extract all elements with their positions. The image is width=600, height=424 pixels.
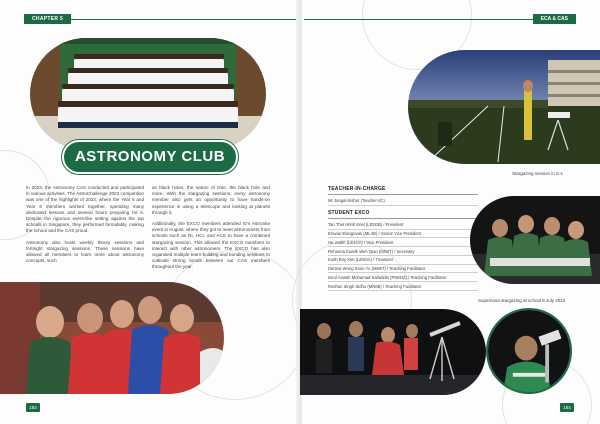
session-photo <box>470 196 600 284</box>
page-number-right: 184 <box>560 403 574 412</box>
chapter-tab: CHAPTER 5 <box>24 14 71 24</box>
students-photo <box>0 282 224 394</box>
telescope-viewer-photo <box>486 308 572 394</box>
stargazing-photo <box>408 50 600 164</box>
body-column-2 <box>152 185 270 276</box>
page-number-left: 183 <box>26 403 40 412</box>
photo-caption: Supernova stargazing at school 5 July 2023 <box>478 298 566 303</box>
exco-heading: STUDENT EXCO <box>328 210 478 219</box>
exco-list <box>328 186 478 291</box>
group-photo <box>30 38 266 150</box>
exco-row: He Justin (LE4OA) / Vice President <box>328 238 478 247</box>
teacher-heading: TEACHER-IN-CHARGE <box>328 186 478 195</box>
header-rule <box>70 19 296 20</box>
teacher-row: Mr Jangal Kishor (Teacher I/C) <box>328 197 478 206</box>
exco-row: Darrius Wong Soon Yu (MN6T) / Teaching Facilitator <box>328 265 478 274</box>
body-paragraph: In 2023, the Astronomy CAS conducted and participated in various activities. The AstroChallenge 2023 competition was one of the highlights of 2023, where the Year 5 and Year 6 members worked together, spending many dedicated lessons and several hours preparing for it. Despite the rigorous event-like setting against the top schools in Singapore, they performed formidably, making the school and the CAS proud. <box>26 185 144 234</box>
body-column-1 <box>26 185 144 269</box>
exco-row: Eravan Elangovan (ML4D) / Senior Vice President <box>328 230 478 239</box>
header-rule <box>304 19 534 20</box>
exco-row: Roshan Singh Sidhu (MN6B) / Teaching Facilitator <box>328 282 478 291</box>
exco-row: Isirul Anwah Mohamad Saifuddin (PN6OZ) / Teaching Facilitator <box>328 273 478 282</box>
body-paragraph: as black holes, the nature of time, the black hole and more. With the stargazing sessions, every astronomy member also gets an opportunity to have hands-on experience in using a telescope and looking at planets through it. <box>152 185 270 215</box>
telescope-photo <box>300 309 486 395</box>
exco-row: Kush Roy Kim (LE5OA) / Treasurer <box>328 256 478 265</box>
section-tab: ECA & CAS <box>533 14 576 24</box>
body-paragraph: Additionally, the EXCO members attended IS's Astronite event in August, where they got to meet astronomers from schools such as RI, HCI, and ACS to have a combined stargazing session. This allowed the EXCO members to interact with other astronomers. The EXCO has also organised multiple team-building and bonding sessions to cultivate strong bonds between our CAS members throughout the year. <box>152 221 270 270</box>
page-title: ASTRONOMY CLUB <box>62 140 238 174</box>
exco-row: Rehanna Kaarik Wen Qiao (MN4T) / Secretary <box>328 247 478 256</box>
left-page <box>0 0 298 424</box>
photo-caption: Stargazing session in S.4 <box>512 171 563 176</box>
body-paragraph: Astronomy also hosts weekly theory sessions and fortnight stargazing sessions. These sessions have allowed all members to learn more about astronomy concepts, such <box>26 239 144 264</box>
exco-row: Tan Thet Htinh Kriel (LE5OB) / President <box>328 221 478 230</box>
